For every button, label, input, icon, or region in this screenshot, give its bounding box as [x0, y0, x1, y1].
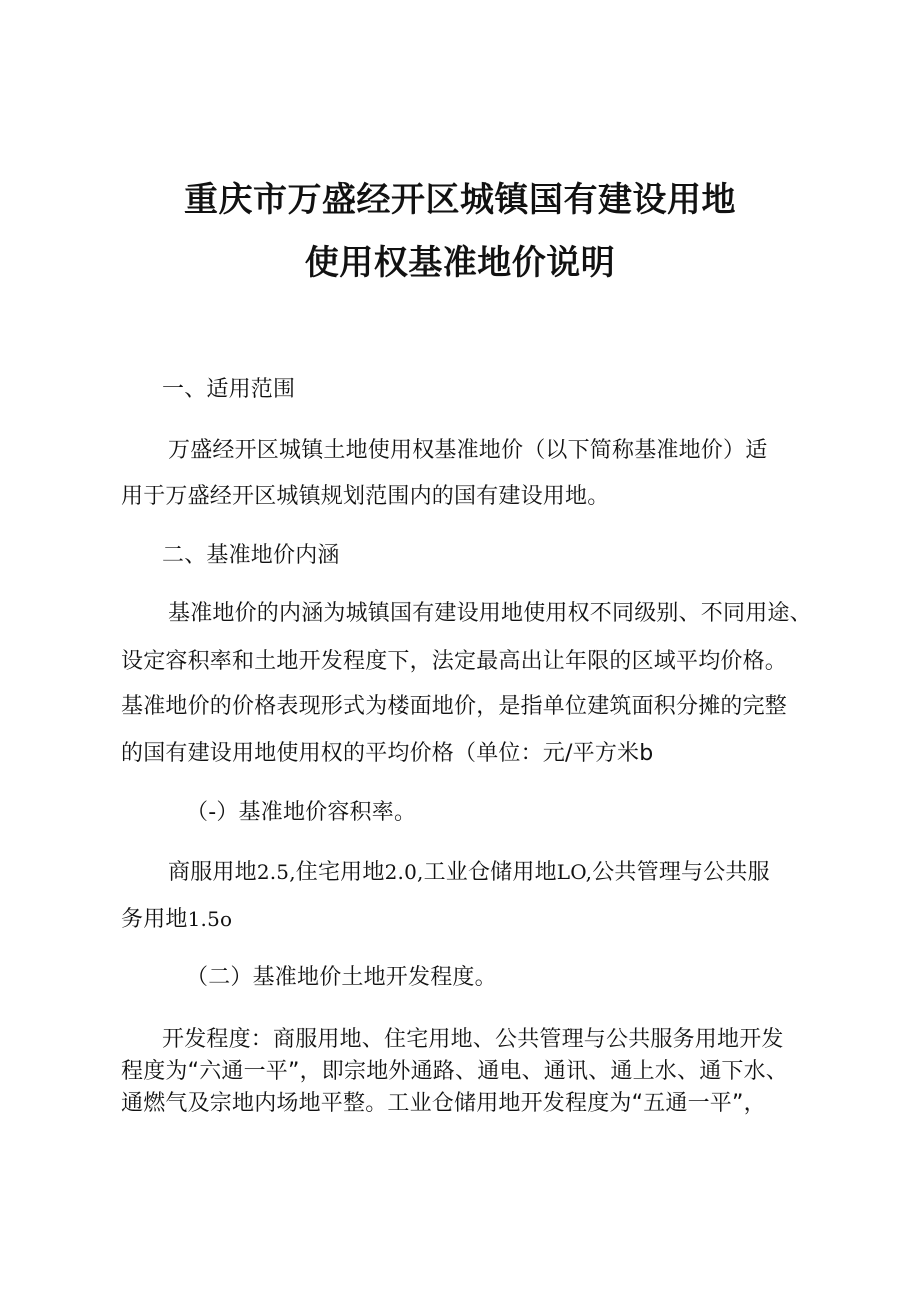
section-2-heading: 二、基准地价内涵	[162, 543, 340, 568]
subsection-2-heading: （二）基准地价土地开发程度。	[186, 965, 497, 990]
document-title-line-2: 使用权基准地价说明	[304, 243, 616, 283]
subsection-2-paragraph-line-3: 通燃气及宗地内场地平整。工业仓储用地开发程度为“五通一平”，	[121, 1091, 766, 1116]
subsection-1-paragraph-line-1	[168, 858, 770, 887]
text-segment: 住宅用地	[295, 860, 385, 885]
text-segment: 务用地	[121, 907, 188, 932]
section-1-heading: 一、适用范围	[162, 377, 296, 402]
subsection-1-heading: （-）基准地价容积率。	[186, 800, 417, 825]
section-2-paragraph-line-1: 基准地价的内涵为城镇国有建设用地使用权不同级别、不同用途、	[168, 601, 812, 626]
text-segment: 商服用地	[168, 860, 257, 885]
section-1-paragraph-line-2: 用于万盛经开区城镇规划范围内的国有建设用地。	[121, 484, 610, 509]
section-2-paragraph-line-4: 的国有建设用地使用权的平均价格（单位：元/平方米b	[121, 741, 654, 766]
subsection-1-paragraph-line-2	[121, 905, 232, 934]
document-title-line-1: 重庆市万盛经开区城镇国有建设用地	[184, 180, 736, 220]
value-segment: 2.0,	[384, 860, 424, 884]
text-segment: 公共管理与公共服	[592, 860, 770, 885]
text-segment: 工业仓储用地	[423, 860, 557, 885]
section-2-paragraph-line-2: 设定容积率和土地开发程度下，法定最高出让年限的区域平均价格。	[121, 649, 788, 674]
subsection-2-paragraph-line-1: 开发程度：商服用地、住宅用地、公共管理与公共服务用地开发	[162, 1027, 784, 1052]
value-segment: 1.5o	[187, 907, 233, 931]
section-1-paragraph-line-1: 万盛经开区城镇土地使用权基准地价（以下简称基准地价）适	[168, 438, 768, 463]
subsection-2-paragraph-line-2: 程度为“六通一平”，即宗地外通路、通电、通讯、通上水、通下水、	[121, 1059, 788, 1084]
value-segment: 2.5,	[256, 860, 296, 884]
section-2-paragraph-line-3: 基准地价的价格表现形式为楼面地价，是指单位建筑面积分摊的完整	[121, 694, 788, 719]
value-segment: LO,	[556, 860, 593, 884]
